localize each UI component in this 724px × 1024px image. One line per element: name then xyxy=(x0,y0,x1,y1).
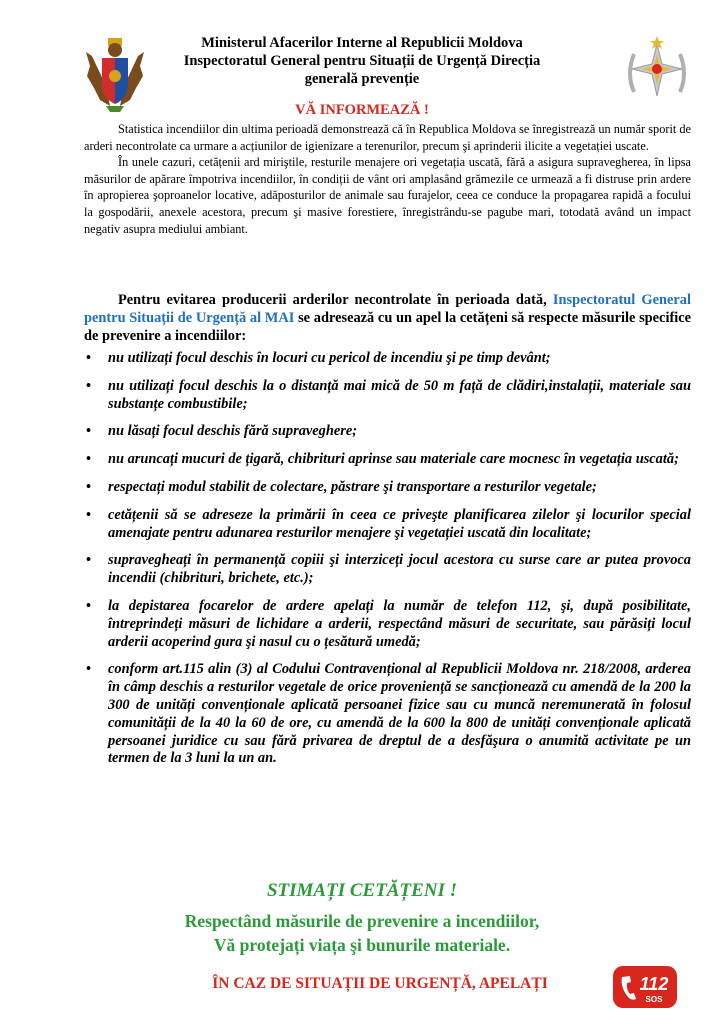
prevention-measures-list xyxy=(84,350,691,778)
header-line-2: Inspectoratul General pentru Situații de Urgență Direcția xyxy=(183,53,541,69)
list-item xyxy=(84,479,691,497)
intro-section xyxy=(84,121,691,237)
document-header xyxy=(150,34,574,88)
appeal-part-2: se adresează cu un apel la cetățeni să respecte măsurile specifice de prevenire a incendiilor: xyxy=(84,309,692,344)
header-line-3: generală prevenție xyxy=(304,71,420,87)
informs-title: VĂ INFORMEAZĂ ! xyxy=(295,102,429,118)
measure-text: nu utilizați focul deschis la o distanță mai mică de 50 m față de clădiri,instalații, materiale sau substanțe combustibile; xyxy=(108,377,691,412)
closing-line-1: Respectând măsurile de prevenire a incendiilor, xyxy=(184,911,540,931)
bullet-icon: • xyxy=(86,552,92,569)
bullet-icon: • xyxy=(86,423,92,440)
measure-text: supravegheați în permanență copiii şi interziceți jocul acestora cu surse care ar putea provoca incendii (chibrituri, brichete, etc.); xyxy=(108,552,691,587)
appeal-part-1: Pentru evitarea producerii arderilor necontrolate în perioada dată, xyxy=(118,292,553,308)
bullet-icon: • xyxy=(86,377,92,394)
measure-text: cetățenii să se adreseze la primării în ceea ce priveşte planificarea zilelor şi locurilor special amenajate pentru adunarea resturilor menajere şi vegetației uscată din localitate; xyxy=(108,506,691,541)
measure-text: la depistarea focarelor de ardere apelați la număr de telefon 112, şi, după posibilitate, întreprindeți măsuri de lichidare a arderii, respectând măsuri de securitate, sau părăsiți locul arderii acoperind gura şi nasul cu o țesătură umedă; xyxy=(108,597,691,650)
header-line-1: Ministerul Afacerilor Interne al Republicii Moldova xyxy=(201,35,523,51)
bullet-icon: • xyxy=(86,451,92,468)
list-item xyxy=(84,552,691,588)
measure-text: respectați modul stabilit de colectare, păstrare şi transportare a resturilor vegetale; xyxy=(108,478,597,495)
list-item xyxy=(84,423,691,441)
igsu-emblem-icon xyxy=(622,34,692,108)
appeal-text xyxy=(84,292,691,345)
bullet-icon: • xyxy=(86,478,92,495)
badge-sos: SOS xyxy=(645,995,663,1004)
bullet-icon: • xyxy=(86,506,92,523)
appeal-paragraph xyxy=(84,292,691,345)
list-item xyxy=(84,507,691,543)
closing-line-2: Vă protejați viața şi bunurile materiale. xyxy=(213,935,511,955)
emergency-call-text: ÎN CAZ DE SITUAȚII DE URGENȚĂ, APELAȚI xyxy=(212,975,548,992)
bullet-icon: • xyxy=(86,350,92,366)
list-item xyxy=(84,350,691,368)
list-item xyxy=(84,378,691,414)
closing-message xyxy=(0,909,724,957)
intro-paragraph-1: Statistica incendiilor din ultima perioadă demonstrează că în Republica Moldova se înregistrează un număr sporit de arderi necontrolate ca urmare a acțiunilor de igienizare a terenurilor, precum şi aprinderii ilicite a vegetației uscate. xyxy=(84,122,691,153)
list-item xyxy=(84,661,691,768)
list-item xyxy=(84,451,691,469)
measure-text: nu lăsați focul deschis fără supraveghere; xyxy=(108,423,358,440)
bullet-icon: • xyxy=(86,661,92,678)
citizens-heading: STIMAȚI CETĂȚENI ! xyxy=(266,880,458,901)
112-sos-phone-icon xyxy=(612,965,678,1009)
measure-text: conform art.115 alin (3) al Codului Contravențional al Republicii Moldova nr. 218/2008, arderea în câmp deschis a resturilor vegetale de orice proveniență se sancționează cu amendă de la 200 la 300 de unități convenționale aplicată persoanei fizice sau cu muncă neremunerată în folosul comunității de la 40 la 60 de ore, cu amendă de la 600 la 800 de unități convenționale aplicată persoanei juridice cu sau fără privarea de dreptul de a desfăşura o anumită activitate pe un termen de la 3 luni la un an. xyxy=(108,661,691,767)
measure-text: nu utilizați focul deschis în locuri cu pericol de incendiu şi pe timp devânt; xyxy=(108,350,551,366)
list-item xyxy=(84,598,691,651)
intro-paragraph-2: În unele cazuri, cetățenii ard miriştile, resturile menajere ori vegetația uscată, fără a asigura supravegherea, în lipsa măsurilor de apărare împotriva incendiilor, în condiții de vânt ori amplasând grămezile ce urmează a fi distruse prin ardere în apropierea şoproanelor locative, adăposturilor de animale sau furajelor, ceea ce conduce la propagarea rapidă a focului la gospodării, anexele acestora, precum şi masive forestiere, înregistrându-se pagube mari, totodată având un impact negativ asupra mediului ambiant. xyxy=(84,155,691,236)
institution-name: Inspectoratul General pentru Situații de Urgență al MAI xyxy=(84,292,691,326)
measure-text: nu aruncați mucuri de țigară, chibrituri aprinse sau materiale care mocnesc în vegetația uscată; xyxy=(108,451,679,468)
bullet-icon: • xyxy=(86,597,92,614)
badge-number: 112 xyxy=(639,974,669,994)
